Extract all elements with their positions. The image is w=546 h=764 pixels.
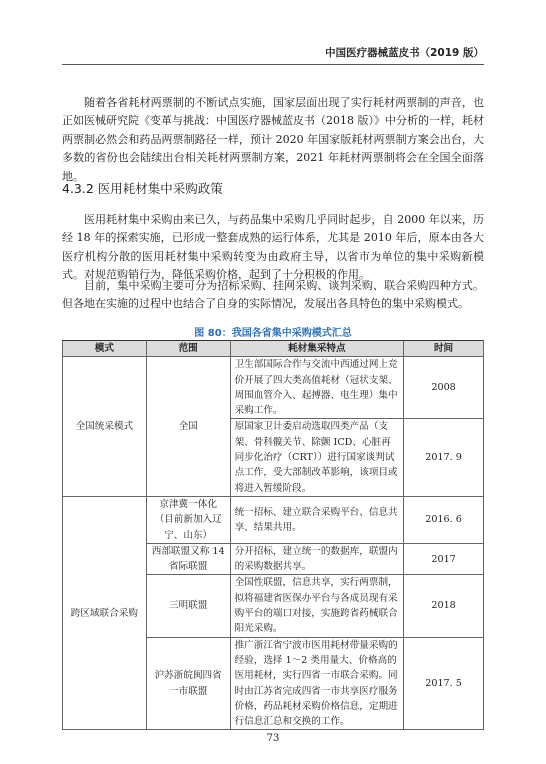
header-time: 时间	[404, 341, 484, 357]
scope-cell: 三明联盟	[146, 575, 230, 637]
header-content: 耗材集采特点	[230, 341, 404, 357]
content-cell: 原国家卫计委启动选取四类产品（支架、骨科髋关节、除颤 ICD、心脏再同步化治疗（CRT））进行国家谈判试点工作，受大部制改革影响，该项目或将进入暂缓阶段。	[230, 419, 404, 496]
time-cell: 2017	[404, 543, 484, 575]
content-cell: 推广浙江省宁波市医用耗材带量采购的经验，选择 1～2 类用量大、价格高的医用耗材，实行四省一市联合采购。同时由江苏省完成四省一市共享医疗服务价格，药品耗材采购价格信息，定期进行信息汇总和交换的工作。	[230, 637, 404, 730]
content-cell: 统一招标、建立联合采购平台、信息共享、结果共用。	[230, 496, 404, 543]
time-cell: 2008	[404, 357, 484, 419]
header-divider	[62, 64, 484, 65]
scope-cell: 沪苏浙皖闽四省一市联盟	[146, 637, 230, 730]
content-cell: 分开招标，建立统一的数据库，联盟内的采购数据共享。	[230, 543, 404, 575]
body-paragraph-3: 目前，集中采购主要可分为招标采购、挂网采购、谈判采购、联合采购四种方式。但各地在实施的过程中也结合了自身的实际情况，发展出各具特色的集中采购模式。	[62, 279, 484, 311]
content-cell: 卫生部国际合作与交流中西通过网上竞价开展了四大类高值耗材（冠状支架、周围血管介入、起搏器、电生理）集中采购工作。	[230, 357, 404, 419]
time-cell: 2016. 6	[404, 496, 484, 543]
time-cell: 2017. 5	[404, 637, 484, 730]
section-heading: 4.3.2 医用耗材集中采购政策	[62, 181, 223, 196]
content-cell: 全国性联盟，信息共享，实行两票制，拟将福建省医保办平台与各成员现有采购平台的端口对接，实施跨省药械联合阳光采购。	[230, 575, 404, 637]
procurement-mode-table	[62, 340, 484, 730]
scope-cell: 京津冀一体化（目前新加入辽宁、山东）	[146, 496, 230, 543]
header-scope: 范围	[146, 341, 230, 357]
time-cell: 2018	[404, 575, 484, 637]
mode-cell-cross-region: 跨区域联合采购	[63, 496, 147, 729]
scope-cell: 全国	[146, 357, 230, 497]
header-mode: 模式	[63, 341, 147, 357]
body-paragraph-2: 医用耗材集中采购由来已久，与药品集中采购几乎同时起步，自 2000 年以来，历经 18 年的探索实施，已形成一整套成熟的运行体系，尤其是 2010 年后，原本由各大医疗机构分散的医用耗材集中采购转变为由政府主导，以省市为单位的集中采购新模式。对规范购销行为，降低采购价格，起到了十分积极的作用。	[62, 213, 484, 282]
table-row	[63, 357, 484, 419]
body-paragraph-1: 随着各省耗材两票制的不断试点实施，国家层面出现了实行耗材两票制的声音，也正如医械研究院《变革与挑战：中国医疗器械蓝皮书（2018 版）》中分析的一样，耗材两票制必然会和药品两票制路径一样，预计 2020 年国家版耗材两票制方案会出台，大多数的省份也会陆续出台相关耗材两票制方案，2021 年耗材两票制将会在全国全面落地。	[62, 96, 484, 183]
page-number: 73	[266, 733, 280, 744]
table-caption: 图 80：我国各省集中采购模式汇总	[194, 328, 352, 339]
mode-cell-national: 全国统采模式	[63, 357, 147, 497]
time-cell: 2017. 9	[404, 419, 484, 496]
running-header-title: 中国医疗器械蓝皮书（2019 版）	[325, 47, 484, 59]
scope-cell: 西部联盟又称 14 省际联盟	[146, 543, 230, 575]
table-row	[63, 496, 484, 543]
table-header-row	[63, 341, 484, 357]
